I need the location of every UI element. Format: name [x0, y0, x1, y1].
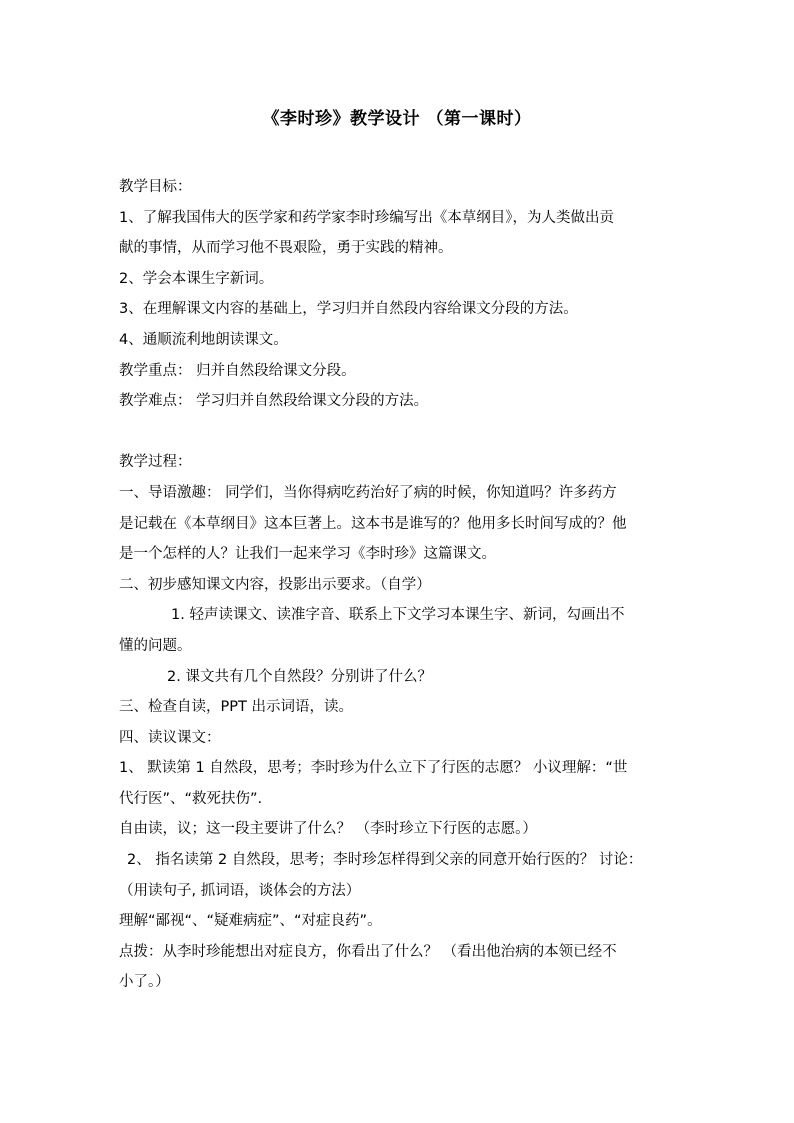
objective-1-line-1: 1、了解我国伟大的医学家和药学家李时珍编写出《本草纲目》，为人类做出贡 — [119, 209, 614, 226]
objective-2: 2、学会本课生字新词。 — [119, 270, 274, 287]
teaching-key-point: 教学重点： 归并自然段给课文分段。 — [119, 362, 356, 379]
objective-1-line-2: 献的事情，从而学习他不畏艰险，勇于实践的精神。 — [119, 240, 453, 257]
section-heading-objectives: 教学目标： — [119, 179, 192, 195]
document-body — [119, 172, 689, 998]
objective-3: 3、在理解课文内容的基础上，学习归并自然段内容给课文分段的方法。 — [119, 301, 578, 318]
process-step-1-line-2: 是记载在《本草纲目》这本巨著上。这本书是谁写的？他用多长时间写成的？他 — [119, 515, 627, 532]
process-step-4: 四、读议课文： — [119, 729, 221, 746]
reading-item-1-line-2: 代行医”、“救死扶伤”. — [119, 790, 263, 807]
document-title: 《李时珍》教学设计 （第一课时） — [262, 109, 532, 129]
reading-item-2-vocabulary: 理解“鄙视“、“疑难病症”、“对症良药”。 — [119, 913, 382, 930]
teaching-difficulty: 教学难点： 学习归并自然段给课文分段的方法。 — [119, 393, 429, 410]
section-heading-process: 教学过程： — [119, 454, 192, 471]
reading-item-1-line-1: 1、 默读第 1 自然段，思考；李时珍为什么立下了行医的志愿？ 小议理解：“世 — [119, 760, 628, 777]
reading-item-2-guidance-line-2: 小了。） — [119, 974, 170, 991]
self-study-item-1-line-2: 懂的问题。 — [119, 637, 192, 654]
reading-item-1-discussion: 自由读，议；这一段主要讲了什么？ （李时珍立下行医的志愿。） — [119, 821, 537, 838]
process-step-2: 二、初步感知课文内容，投影出示要求。（自学） — [119, 576, 431, 593]
reading-item-2-line-1: 2、 指名读第 2 自然段，思考；李时珍怎样得到父亲的同意开始行医的？ 讨论： — [127, 852, 643, 869]
reading-item-2-line-2: （用读句子, 抓词语，谈体会的方法） — [119, 882, 361, 899]
objective-4: 4、通顺流利地朗读课文。 — [119, 331, 288, 348]
blank-line — [119, 417, 689, 448]
process-step-1-line-3: 是一个怎样的人？让我们一起来学习《李时珍》这篇课文。 — [119, 546, 496, 563]
self-study-item-1-line-1: 1. 轻声读课文、读准字音、联系上下文学习本课生字、新词，勾画出不 — [171, 607, 625, 624]
reading-item-2-guidance-line-1: 点拨：从李时珍能想出对症良方，你看出了什么？ （看出他治病的本领已经不 — [119, 943, 617, 960]
process-step-1-line-1: 一、导语激趣： 同学们，当你得病吃药治好了病的时候，你知道吗？许多药方 — [119, 484, 617, 501]
self-study-item-2: 2. 课文共有几个自然段？分别讲了什么？ — [167, 668, 432, 685]
process-step-3: 三、检查自读，PPT 出示词语，读。 — [119, 699, 353, 716]
